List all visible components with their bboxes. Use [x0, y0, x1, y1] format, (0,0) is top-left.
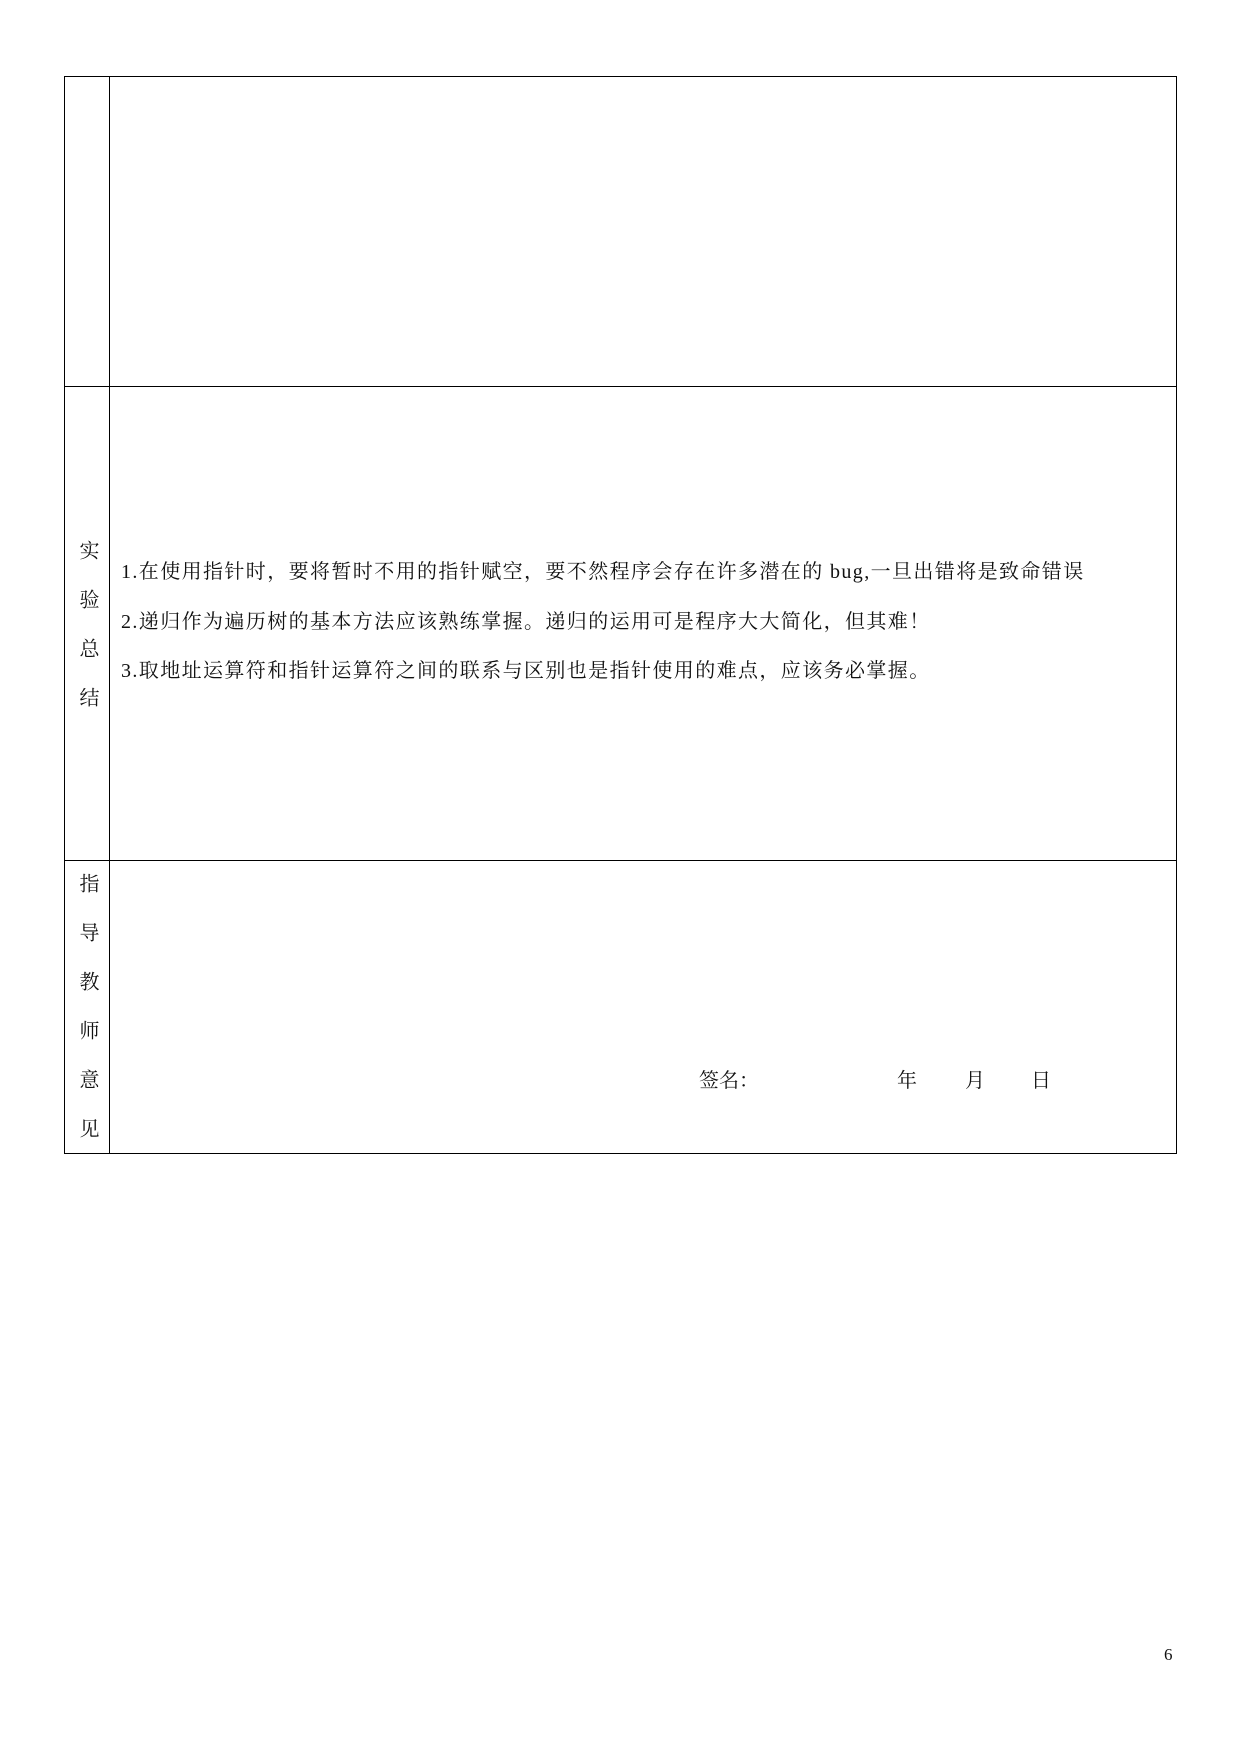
date-day-label: 日 [1031, 1070, 1051, 1092]
date-month-label: 月 [965, 1070, 985, 1092]
page-number: 6 [1164, 1645, 1173, 1664]
row-content-cell [110, 77, 1176, 386]
summary-label-cell [65, 387, 110, 860]
signature-label: 签名： [699, 1070, 759, 1092]
summary-line: 1.在使用指针时，要将暂时不用的指针赋空，要不然程序会存在许多潜在的 bug,一旦出错将是致命错误 [121, 561, 1085, 583]
advisor-label-cell [65, 861, 110, 1167]
advisor-content-cell [110, 861, 1176, 1153]
summary-lines [121, 548, 1168, 697]
table-row-continued [65, 77, 1176, 387]
advisor-label: 指导教师意见 [76, 873, 98, 1167]
date-year-label: 年 [897, 1070, 917, 1092]
summary-content-cell [110, 387, 1176, 860]
summary-line: 2.递归作为遍历树的基本方法应该熟练掌握。递归的运用可是程序大大简化，但其难！ [121, 610, 931, 633]
summary-label: 实验总结 [76, 540, 98, 736]
table-row-advisor [65, 861, 1176, 1167]
table-row-summary [65, 387, 1176, 861]
report-table [64, 76, 1177, 1167]
row-label-cell [65, 77, 110, 386]
summary-line: 3.取地址运算符和指针运算符之间的联系与区别也是指针使用的难点，应该务必掌握。 [121, 660, 931, 682]
